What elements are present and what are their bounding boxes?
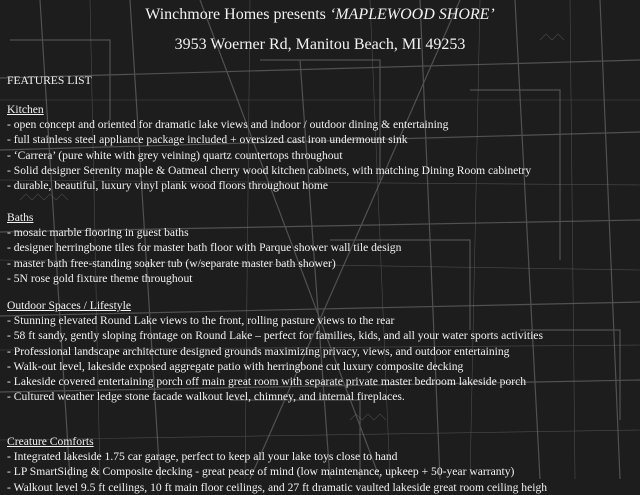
section-creature-comforts xyxy=(7,434,637,495)
list-item: - Walk-out level, lakeside exposed aggregate patio with herringbone cut luxury composite decking xyxy=(7,359,464,373)
property-address: 3953 Woerner Rd, Manitou Beach, MI 49253 xyxy=(174,36,466,53)
list-item: - LP SmartSiding & Composite decking - great peace of mind (low maintenance, upkeep + 50-year warranty) xyxy=(7,465,515,479)
section-heading-baths: Baths xyxy=(7,211,34,224)
list-item: - durable, beautiful, luxury vinyl plank wood floors throughout home xyxy=(7,179,329,193)
list-item: - 5N rose gold fixture theme throughout xyxy=(7,271,193,285)
list-item: - Integrated lakeside 1.75 car garage, perfect to keep all your lake toys close to hand xyxy=(7,450,398,464)
list-item: - master bath free-standing soaker tub (w/separate master bath shower) xyxy=(7,256,336,270)
section-heading-creature-comforts: Creature Comforts xyxy=(7,435,94,448)
section-baths xyxy=(7,210,637,286)
section-kitchen xyxy=(7,102,637,193)
list-item: - designer herringbone tiles for master bath floor with Parque shower wall tile design xyxy=(7,241,402,255)
list-item: - 58 ft sandy, gently sloping frontage on Round Lake – perfect for families, kids, and all your water sports activities xyxy=(7,329,543,343)
list-item: - open concept and oriented for dramatic lake views and indoor / outdoor dining & entertaining xyxy=(7,118,449,132)
list-item: - Lakeside covered entertaining porch off main great room with separate private master bedroom lakeside porch xyxy=(7,375,527,389)
list-item: - ‘Carrera’ (pure white with grey veining) quartz countertops throughout xyxy=(7,148,343,162)
section-heading-outdoor: Outdoor Spaces / Lifestyle xyxy=(7,299,131,312)
list-item: - Walkout level 9.5 ft ceilings, 10 ft main floor ceilings, and 27 ft dramatic vaulted lakeside great room ceiling heigh xyxy=(7,480,548,494)
page-title xyxy=(0,6,640,24)
model-name: ‘MAPLEWOOD SHORE’ xyxy=(329,6,495,23)
section-heading-kitchen: Kitchen xyxy=(7,103,44,116)
list-item: - Solid designer Serenity maple & Oatmeal cherry wood kitchen cabinets, with matching Dining Room cabinetry xyxy=(7,163,532,177)
section-outdoor xyxy=(7,298,637,404)
list-item: - Stunning elevated Round Lake views to the front, rolling pasture views to the rear xyxy=(7,314,395,328)
list-item: - full stainless steel appliance package included + oversized cast iron undermount sink xyxy=(7,133,408,147)
list-item: - Professional landscape architecture designed grounds maximizing privacy, views, and outdoor entertaining xyxy=(7,344,510,358)
features-list-heading: FEATURES LIST xyxy=(7,74,92,87)
presenter-text: Winchmore Homes presents xyxy=(145,6,326,23)
list-item: - Cultured weather ledge stone facade walkout level, chimney, and internal fireplaces. xyxy=(7,390,405,404)
list-item: - mosaic marble flooring in guest baths xyxy=(7,226,189,240)
